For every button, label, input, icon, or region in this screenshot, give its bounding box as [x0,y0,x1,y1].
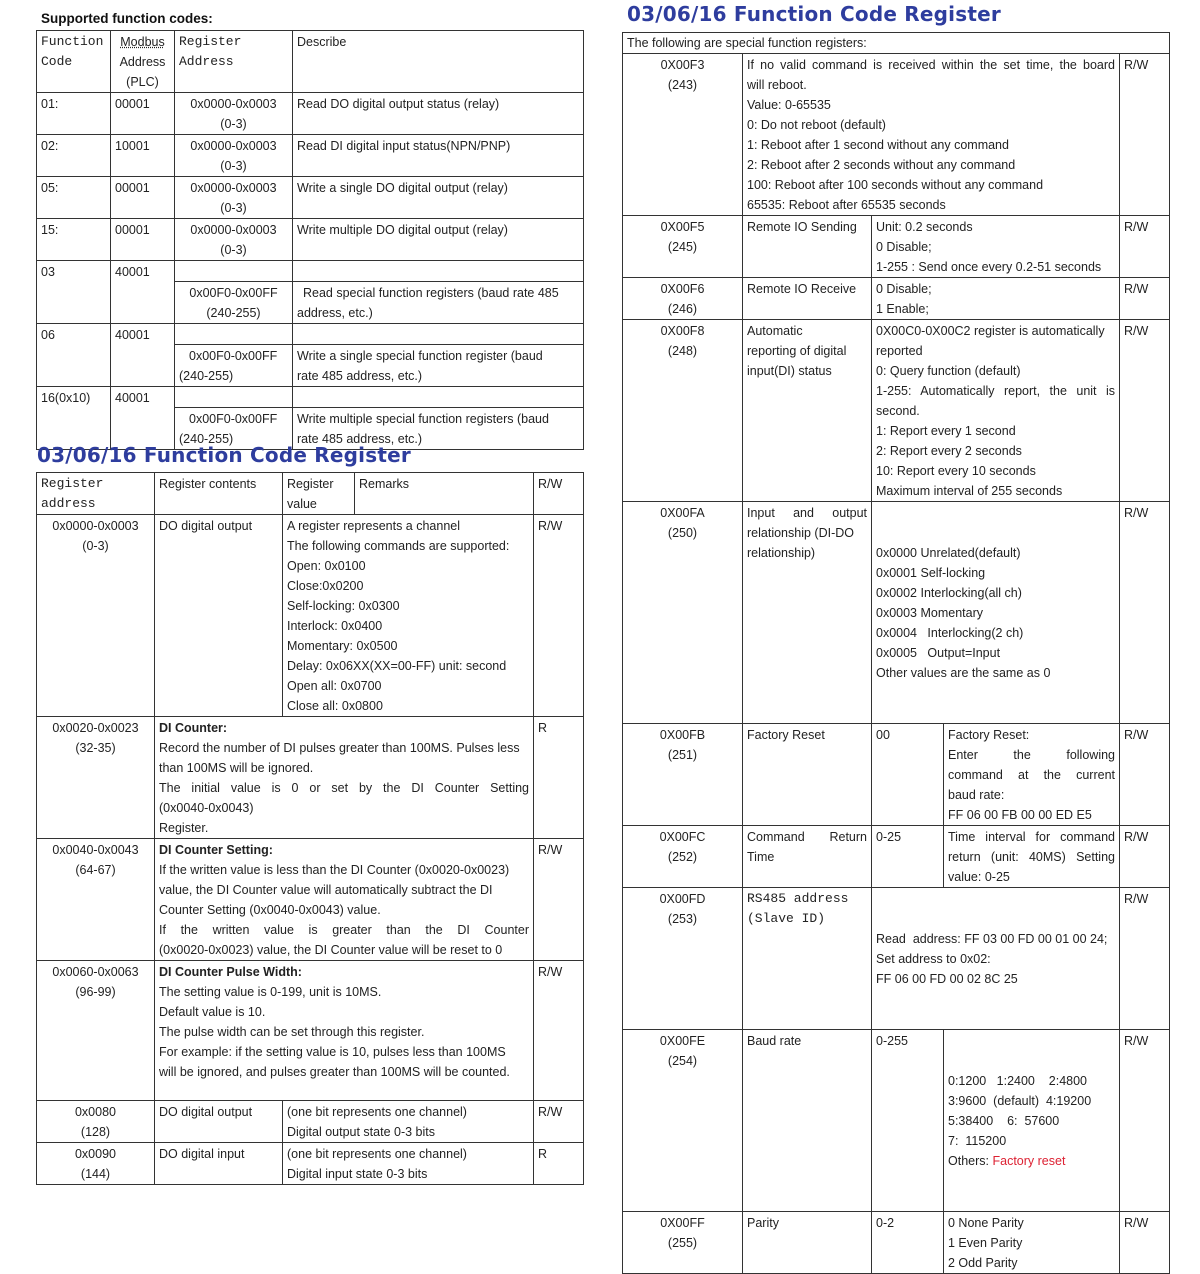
description: Write multiple DO digital output (relay) [293,219,584,261]
register-name: Automatic reporting of digital input(DI) status [743,320,872,502]
register-value: (one bit represents one channel) Digital output state 0-3 bits [283,1101,534,1143]
table-row [623,278,1170,320]
table-row [37,93,584,135]
register-address: 0x0080 (128) [37,1101,155,1143]
description: Write a single DO digital output (relay) [293,177,584,219]
register-name: Parity [743,1212,872,1274]
modbus-address: 40001 [111,324,175,387]
register-address: 0x0020-0x0023 (32-35) [37,717,155,839]
rw-value: R/W [1120,320,1170,502]
register-name: Input and output relationship (DI-DO relationship) [743,502,872,724]
register-value: 0-25 [872,826,944,888]
modbus-address: 00001 [111,219,175,261]
register-address: 0x00F0-0x00FF (240-255) [175,408,293,450]
supported-codes-title: Supported function codes: [41,11,213,26]
header-register-contents: Register contents [155,473,283,515]
modbus-address: 00001 [111,93,175,135]
register-name: Remote IO Receive [743,278,872,320]
register-address: 0x0000-0x0003 (0-3) [175,93,293,135]
table-row [623,320,1170,502]
rw-value: R/W [1120,826,1170,888]
table-header-row [37,31,584,93]
register-name: Command Return Time [743,826,872,888]
rw-value: R/W [1120,54,1170,216]
register-address: 0X00F6 (246) [623,278,743,320]
table-row [37,387,584,408]
register-address: 0X00FA (250) [623,502,743,724]
description: Read DO digital output status (relay) [293,93,584,135]
rw-value: R/W [1120,278,1170,320]
rw-value: R/W [534,839,584,961]
register-name: Factory Reset [743,724,872,826]
register-contents: DO digital output [155,1101,283,1143]
register-address: 0x0060-0x0063 (96-99) [37,961,155,1101]
rw-value: R [534,1143,584,1185]
register-remarks: Factory Reset: Enter the following command at the current baud rate: FF 06 00 FB 00 00 ED E5 [944,724,1120,826]
description: Write a single special function register (baud rate 485 address, etc.) [293,345,584,387]
header-function-code: Function Code [37,31,111,93]
register-name: RS485 address (Slave ID) [743,888,872,1030]
rw-value: R/W [1120,888,1170,1030]
modbus-address: 10001 [111,135,175,177]
register-address: 0x0090 (144) [37,1143,155,1185]
header-rw: R/W [534,473,584,515]
table-row [37,219,584,261]
register-remarks: 0:1200 1:2400 2:4800 3:9600 (default) 4:19200 5:38400 6: 57600 7: 115200 Others: Factory reset [944,1030,1120,1212]
intro-text: The following are special function registers: [623,33,1170,54]
table-row [37,717,584,839]
rw-value: R/W [1120,1212,1170,1274]
register-address: 0X00F8 (248) [623,320,743,502]
register-contents: DO digital output [155,515,283,717]
table-row [623,1212,1170,1274]
left-register-title: 03/06/16 Function Code Register [37,443,411,467]
description: Read DI digital input status(NPN/PNP) [293,135,584,177]
function-code: 06 [37,324,111,387]
register-value: 0-255 [872,1030,944,1212]
rw-value: R/W [534,515,584,717]
modbus-address: 00001 [111,177,175,219]
table-row [37,1101,584,1143]
table-row [37,961,584,1101]
table-row [37,324,584,345]
register-remarks: DI Counter: Record the number of DI pulses greater than 100MS. Pulses less than 100MS will be ignored. The initial value is 0 or set by the DI Counter Setting (0x0040-0x0043) Register. [155,717,534,839]
function-code: 05: [37,177,111,219]
register-remarks: DI Counter Pulse Width: The setting value is 0-199, unit is 10MS. Default value is 10. The pulse width can be set through this register. For example: if the setting value is 10, pulses less than 100MS will be ignored, and pulses greater than 100MS will be counted. [155,961,534,1101]
register-contents: DO digital input [155,1143,283,1185]
register-address: 0X00FE (254) [623,1030,743,1212]
description: Read special function registers (baud rate 485 address, etc.) [293,282,584,324]
register-address: 0X00FC (252) [623,826,743,888]
rw-value: R/W [1120,724,1170,826]
modbus-address: 40001 [111,261,175,324]
header-modbus-address: Modbus Address (PLC) [111,31,175,93]
register-address: 0x0000-0x0003 (0-3) [175,135,293,177]
register-address: 0x00F0-0x00FF (240-255) [175,345,293,387]
table-row [37,135,584,177]
function-code: 01: [37,93,111,135]
register-address: 0x0000-0x0003 (0-3) [175,177,293,219]
register-remarks: DI Counter Setting: If the written value is less than the DI Counter (0x0020-0x0023) value, the DI Counter value will automatically subtract the DI Counter Setting (0x0040-0x0043) value. If the written value is greater than the DI Counter (0x0020-0x0023) value, the DI Counter value will be reset to 0 [155,839,534,961]
rw-value: R/W [534,1101,584,1143]
register-remarks: 0 Disable; 1 Enable; [872,278,1120,320]
register-address: 0x00F0-0x00FF (240-255) [175,282,293,324]
register-remarks: 0X00C0-0X00C2 register is automatically reported 0: Query function (default) 1-255: Automatically report, the unit is second. 1: Report every 1 second 2: Report every 2 seconds 10: Report every 10 seconds Maximum interval of 255 seconds [872,320,1120,502]
register-table-left [36,472,584,1185]
rw-value: R [534,717,584,839]
register-address: 0x0000-0x0003 (0-3) [37,515,155,717]
register-value: (one bit represents one channel) Digital input state 0-3 bits [283,1143,534,1185]
header-describe: Describe [293,31,584,93]
table-header-row [37,473,584,515]
function-code: 02: [37,135,111,177]
table-row [37,839,584,961]
register-value: 00 [872,724,944,826]
header-register-address: Register Address [175,31,293,93]
register-name: Remote IO Sending [743,216,872,278]
function-codes-table [36,30,584,450]
register-name: Baud rate [743,1030,872,1212]
header-remarks: Remarks [355,473,534,515]
rw-value: R/W [1120,216,1170,278]
register-remarks: Time interval for command return (unit: 40MS) Setting value: 0-25 [944,826,1120,888]
factory-reset-note: Factory reset [992,1154,1066,1168]
register-address: 0x0000-0x0003 (0-3) [175,219,293,261]
rw-value: R/W [534,961,584,1101]
right-register-title: 03/06/16 Function Code Register [627,2,1001,26]
register-remarks: Unit: 0.2 seconds 0 Disable; 1-255 : Send once every 0.2-51 seconds [872,216,1120,278]
table-row [623,1030,1170,1212]
register-remarks: A register represents a channel The following commands are supported: Open: 0x0100 Close:0x0200 Self-locking: 0x0300 Interlock: 0x0400 Momentary: 0x0500 Delay: 0x06XX(XX=00-FF) unit: second Open all: 0x0700 Close all: 0x0800 [283,515,534,717]
header-register-address: Register address [37,473,155,515]
rw-value: R/W [1120,502,1170,724]
table-row [623,502,1170,724]
table-row [623,54,1170,216]
function-code: 03 [37,261,111,324]
rw-value: R/W [1120,1030,1170,1212]
register-address: 0X00FB (251) [623,724,743,826]
register-value: 0-2 [872,1212,944,1274]
function-code: 15: [37,219,111,261]
intro-row [623,33,1170,54]
register-address: 0x0040-0x0043 (64-67) [37,839,155,961]
table-row [623,216,1170,278]
description: Write multiple special function registers (baud rate 485 address, etc.) [293,408,584,450]
table-row [37,1143,584,1185]
table-row [623,826,1170,888]
table-row [623,724,1170,826]
register-table-right [622,32,1170,1274]
table-row [623,888,1170,1030]
table-row [37,261,584,282]
function-code: 16(0x10) [37,387,111,450]
register-address: 0X00FD (253) [623,888,743,1030]
register-remarks: 0x0000 Unrelated(default) 0x0001 Self-locking 0x0002 Interlocking(all ch) 0x0003 Momentary 0x0004 Interlocking(2 ch) 0x0005 Output=Input Other values are the same as 0 [872,502,1120,724]
register-address: 0X00F5 (245) [623,216,743,278]
register-remarks: If no valid command is received within the set time, the board will reboot. Value: 0-65535 0: Do not reboot (default) 1: Reboot after 1 second without any command 2: Reboot after 2 seconds without any command 100: Reboot after 100 seconds without any command 65535: Reboot after 65535 seconds [743,54,1120,216]
register-address: 0X00FF (255) [623,1212,743,1274]
header-register-value: Register value [283,473,355,515]
register-remarks: Read address: FF 03 00 FD 00 01 00 24; Set address to 0x02: FF 06 00 FD 00 02 8C 25 [872,888,1120,1030]
table-row [37,177,584,219]
table-row [37,515,584,717]
register-address: 0X00F3 (243) [623,54,743,216]
modbus-address: 40001 [111,387,175,450]
others-label: Others: [948,1154,989,1168]
register-remarks: 0 None Parity 1 Even Parity 2 Odd Parity [944,1212,1120,1274]
